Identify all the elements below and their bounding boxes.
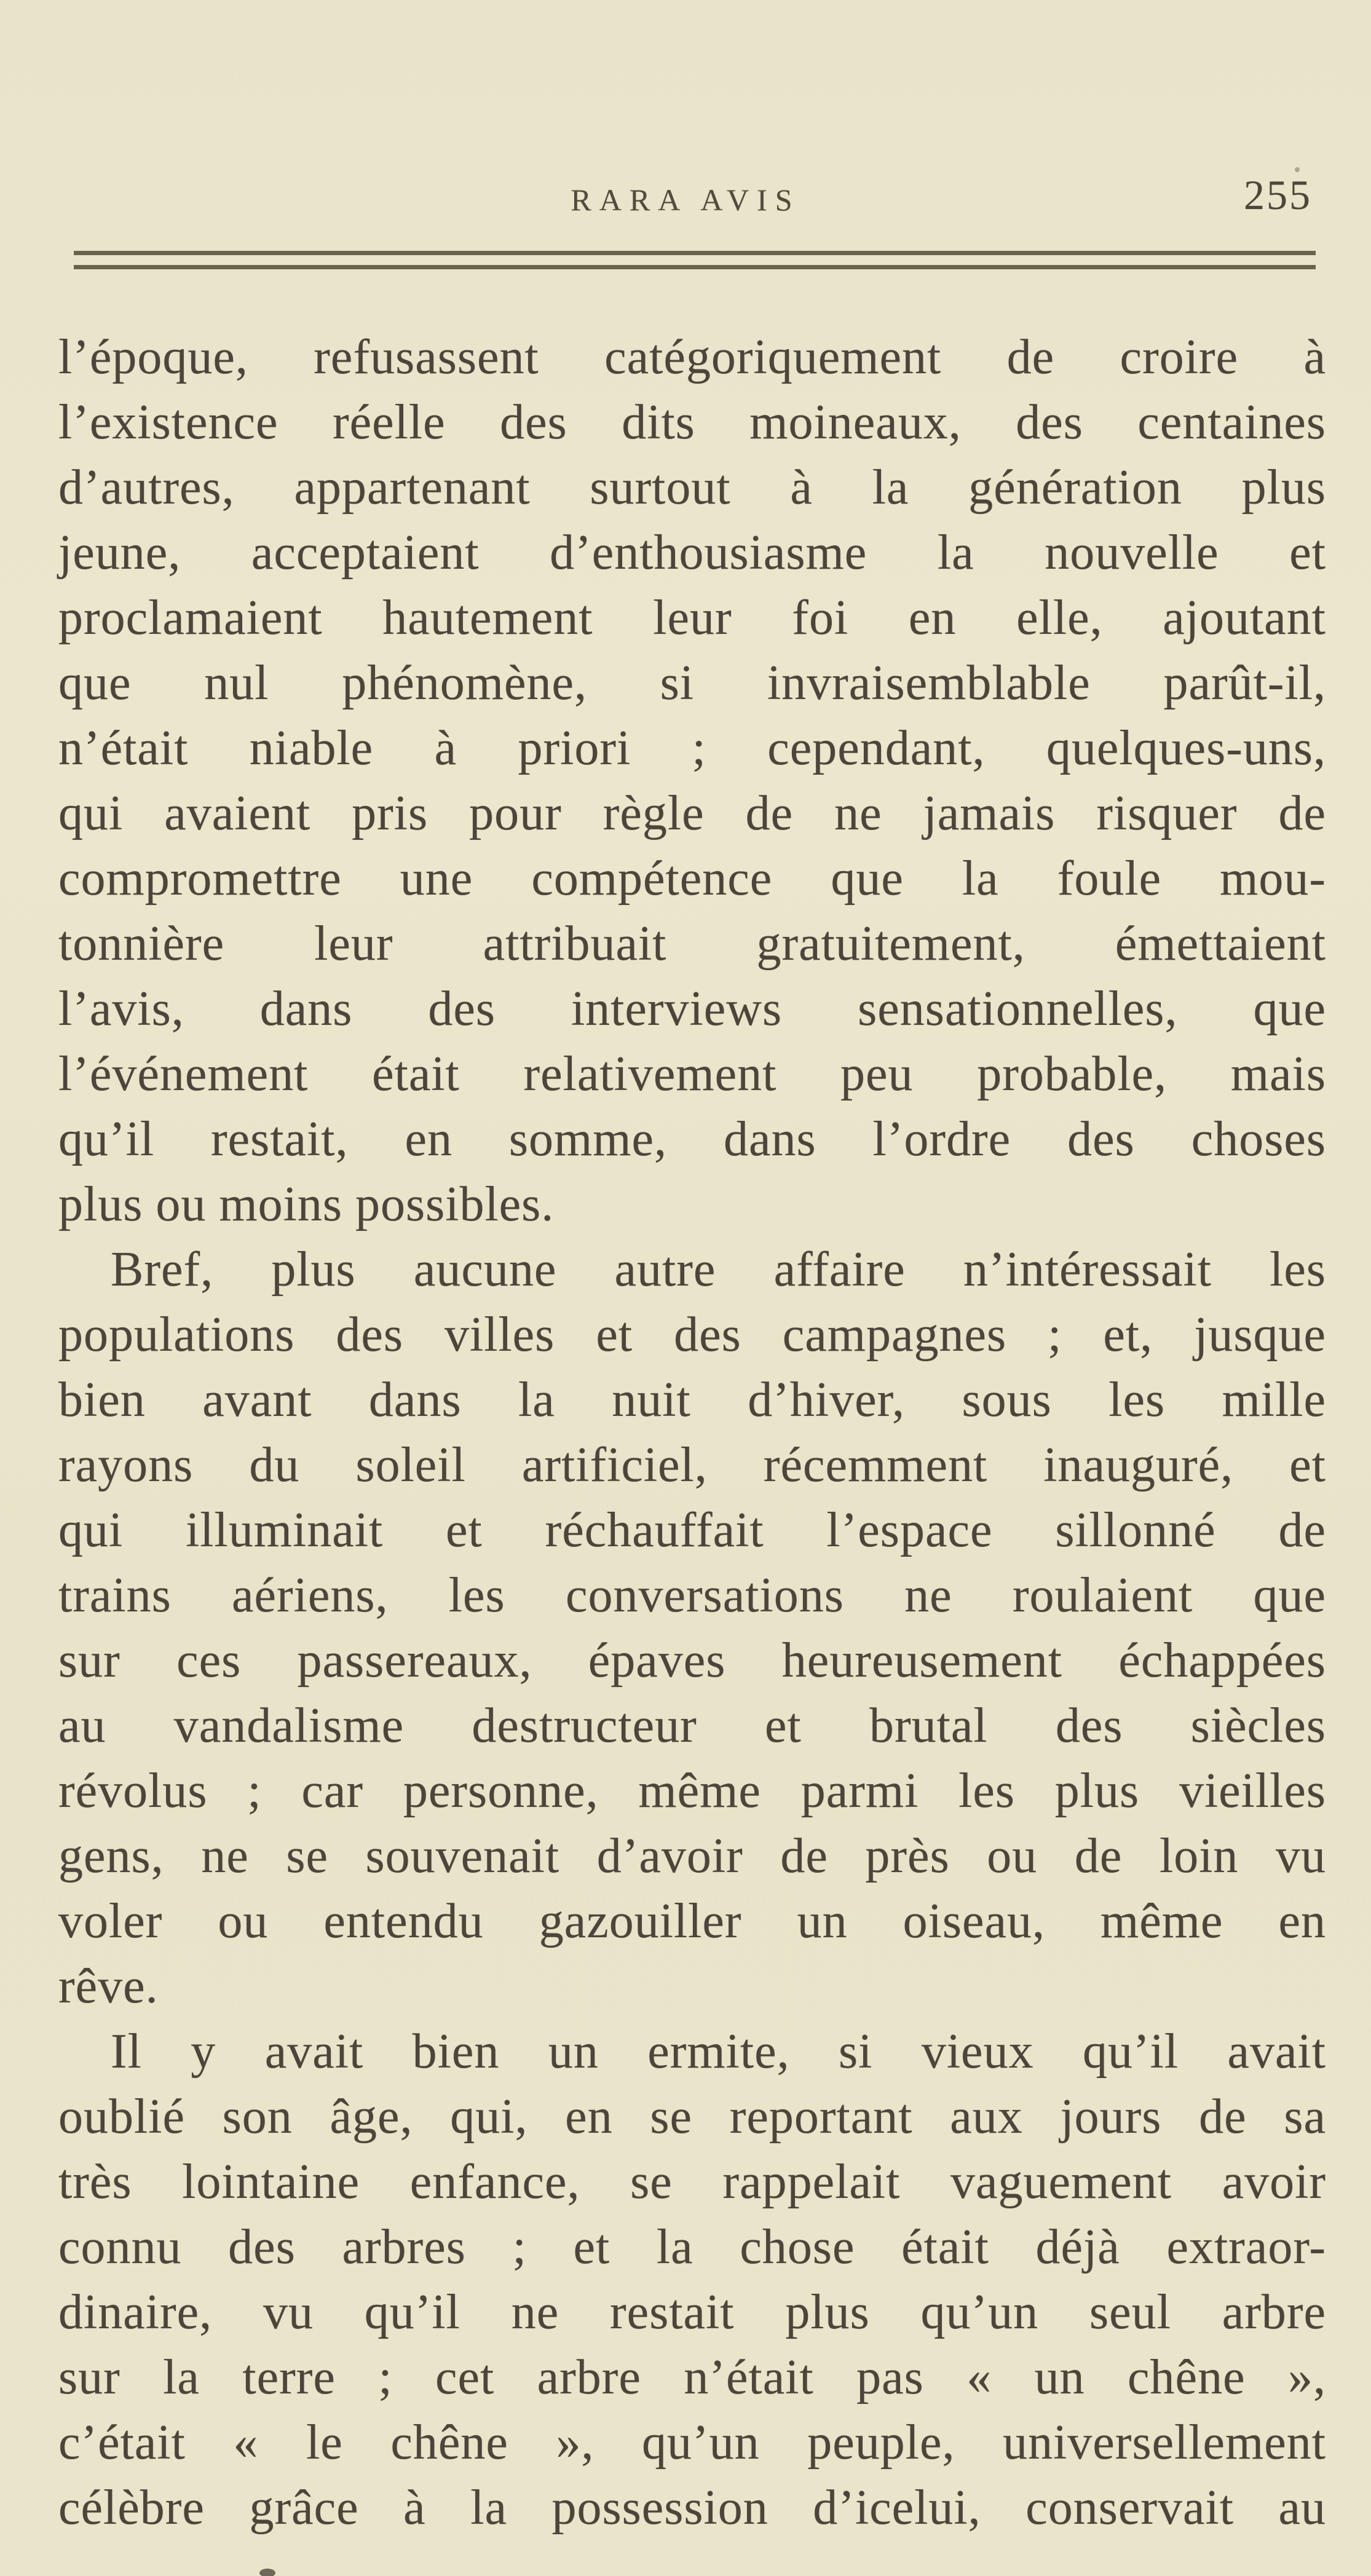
- text-line: l’époque, refusassent catégoriquement de croire à: [58, 330, 1326, 384]
- text-line: populations des villes et des campagnes ; et, jusque: [58, 1308, 1326, 1362]
- text-line: très lointaine enfance, se rappelait vaguement avoir: [58, 2155, 1326, 2209]
- text-line: oublié son âge, qui, en se reportant aux jours de sa: [58, 2090, 1326, 2144]
- text-line-paragraph-start: Il y avait bien un ermite, si vieux qu’il avait: [111, 2025, 1326, 2079]
- text-line: l’existence réelle des dits moineaux, des centaines: [58, 395, 1326, 449]
- text-line: révolus ; car personne, même parmi les plus vieilles: [58, 1764, 1326, 1818]
- text-line: qui avaient pris pour règle de ne jamais risquer de: [58, 786, 1326, 840]
- text-line: n’était niable à priori ; cependant, quelques-uns,: [58, 721, 1326, 775]
- text-line: d’autres, appartenant surtout à la génération plus: [58, 460, 1326, 515]
- text-line: sur ces passereaux, épaves heureusement échappées: [58, 1634, 1326, 1688]
- text-line: voler ou entendu gazouiller un oiseau, même en: [58, 1894, 1326, 1948]
- text-line: sur la terre ; cet arbre n’était pas « un chêne »,: [58, 2350, 1326, 2404]
- text-line: proclamaient hautement leur foi en elle, ajoutant: [58, 591, 1326, 645]
- page-number: 255: [1244, 172, 1312, 218]
- text-line: au vandalisme destructeur et brutal des siècles: [58, 1699, 1326, 1753]
- header-double-rule: [74, 251, 1316, 269]
- text-line: bien avant dans la nuit d’hiver, sous les mille: [58, 1373, 1326, 1427]
- text-line: tonnière leur attribuait gratuitement, émettaient: [58, 917, 1326, 971]
- text-block: [58, 325, 1326, 2540]
- text-line: trains aériens, les conversations ne roulaient que: [58, 1568, 1326, 1622]
- text-line: gens, ne se souvenait d’avoir de près ou de loin vu: [58, 1829, 1326, 1883]
- text-line: compromettre une compétence que la foule mou-: [58, 851, 1326, 906]
- text-line: rayons du soleil artificiel, récemment inauguré, et: [58, 1438, 1326, 1492]
- text-line-paragraph-end: plus ou moins possibles.: [58, 1177, 555, 1231]
- text-line: jeune, acceptaient d’enthousiasme la nouvelle et: [58, 526, 1326, 580]
- text-line: qu’il restait, en somme, dans l’ordre des choses: [58, 1112, 1326, 1166]
- ink-speck: [259, 2569, 275, 2576]
- text-line: l’événement était relativement peu probable, mais: [58, 1047, 1326, 1101]
- text-line: l’avis, dans des interviews sensationnelles, que: [58, 982, 1326, 1036]
- text-line: que nul phénomène, si invraisemblable parût-il,: [58, 656, 1326, 710]
- text-line: dinaire, vu qu’il ne restait plus qu’un seul arbre: [58, 2285, 1326, 2339]
- text-line: c’était « le chêne », qu’un peuple, universellement: [58, 2416, 1326, 2470]
- text-line: qui illuminait et réchauffait l’espace sillonné de: [58, 1503, 1326, 1557]
- running-title: RARA AVIS: [571, 183, 800, 217]
- ink-speck: [1295, 167, 1300, 172]
- text-line-paragraph-start: Bref, plus aucune autre affaire n’intéressait les: [111, 1243, 1326, 1297]
- text-line: célèbre grâce à la possession d’icelui, conservait au: [58, 2481, 1326, 2535]
- text-line: connu des arbres ; et la chose était déjà extraor-: [58, 2220, 1326, 2274]
- text-line-paragraph-end: rêve.: [58, 1959, 159, 2013]
